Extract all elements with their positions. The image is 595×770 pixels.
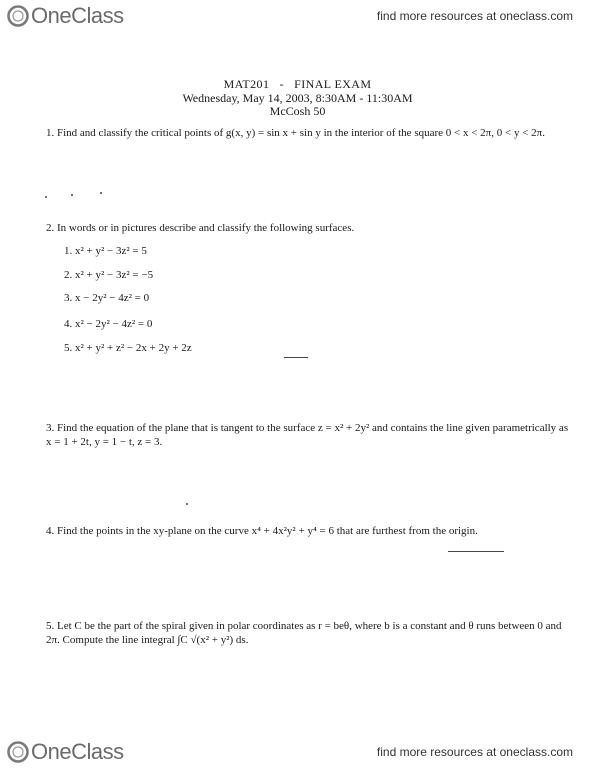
exam-title-line: [0, 78, 595, 92]
exam-datetime: Wednesday, May 14, 2003, 8:30AM - 11:30AM: [182, 90, 413, 105]
question-1: 1. Find and classify the critical points of g(x, y) = sin x + sin y in the interior of the square 0 < x < 2π, 0 < y < 2π.: [46, 127, 545, 139]
oneclass-logo-bottom: [6, 740, 124, 764]
surface-item-5: 5. x² + y² + z² − 2x + 2y + 2z: [64, 342, 192, 354]
scan-speck: [45, 196, 47, 198]
surface-item-4: 4. x² − 2y² − 4z² = 0: [64, 318, 153, 330]
scan-speck: [100, 192, 102, 194]
title-separator: -: [279, 77, 284, 91]
exam-location: McCosh 50: [269, 104, 326, 118]
promo-link[interactable]: find more resources at oneclass.com: [376, 9, 573, 23]
exam-title: FINAL EXAM: [294, 77, 372, 91]
surface-item-3: 3. x − 2y² − 4z² = 0: [64, 292, 150, 304]
oneclass-logo: [6, 4, 124, 28]
question-5: 5. Let C be the part of the spiral given in polar coordinates as r = beθ, where b is a constant and θ runs between 0 and 2π. Compute the line integral ∫C √(x² + y²) ds.: [46, 620, 562, 646]
oneclass-o-icon: [6, 740, 30, 764]
promo-link-bottom[interactable]: find more resources at oneclass.com: [376, 745, 573, 759]
exam-header: [0, 78, 595, 119]
scan-stroke: [284, 357, 308, 358]
question-2: 2. In words or in pictures describe and classify the following surfaces.: [46, 222, 355, 234]
logo-text: OneClass: [31, 3, 124, 28]
scan-stroke: [448, 551, 504, 552]
surface-item-2: 2. x² + y² − 3z² = −5: [64, 269, 154, 281]
course-code: MAT201: [223, 77, 270, 91]
scan-speck: [186, 503, 188, 505]
scan-speck: [71, 194, 73, 196]
surface-item-1: 1. x² + y² − 3z² = 5: [64, 245, 147, 257]
oneclass-o-icon: [6, 4, 30, 28]
logo-text: OneClass: [31, 739, 124, 764]
question-4: 4. Find the points in the xy-plane on the curve x⁴ + 4x²y² + y⁴ = 6 that are furthest from the origin.: [46, 525, 478, 537]
question-3: 3. Find the equation of the plane that is tangent to the surface z = x² + 2y² and contains the line given parametrically as x = 1 + 2t, y = 1 − t, z = 3.: [46, 422, 569, 448]
